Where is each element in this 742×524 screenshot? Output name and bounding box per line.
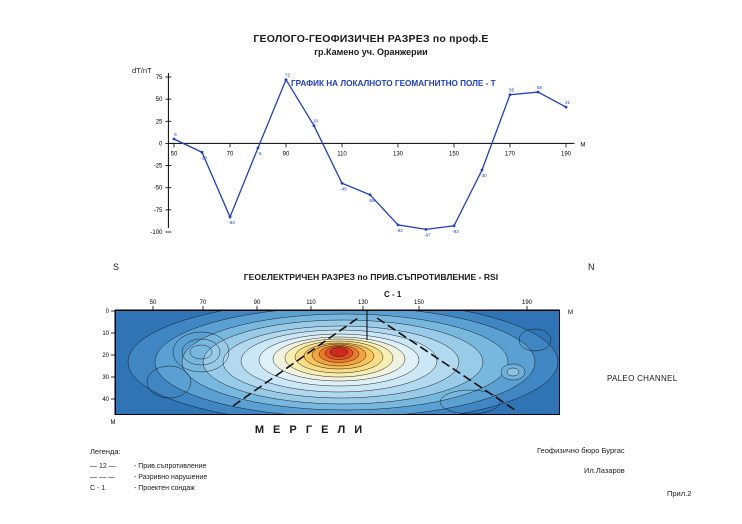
svg-text:90: 90 <box>253 300 261 306</box>
paleo-channel-label: PALEO CHANNEL <box>607 374 678 383</box>
svg-text:M: M <box>568 310 573 316</box>
y-tick-label: -25 <box>153 163 163 170</box>
office-credit: Геофизично бюро Бургас <box>537 446 625 455</box>
svg-text:M: M <box>580 142 586 149</box>
svg-text:130: 130 <box>392 151 404 158</box>
svg-text:110: 110 <box>306 300 316 306</box>
legend-item <box>90 461 207 472</box>
svg-text:-97: -97 <box>424 232 431 238</box>
svg-text:110: 110 <box>337 151 347 158</box>
y-tick-label: -75 <box>153 207 163 214</box>
svg-text:40: 40 <box>102 397 109 403</box>
legend <box>90 447 207 494</box>
orientation-south: S <box>113 262 120 272</box>
svg-text:30: 30 <box>102 375 109 381</box>
svg-text:-92: -92 <box>396 227 403 233</box>
y-tick-label: 25 <box>155 119 163 126</box>
svg-text:58: 58 <box>536 85 543 91</box>
svg-text:50: 50 <box>149 300 157 306</box>
svg-text:170: 170 <box>504 151 516 158</box>
svg-text:150: 150 <box>413 300 425 306</box>
y-axis-label-dt: dT/nT <box>132 66 152 75</box>
svg-text:55: 55 <box>508 87 515 93</box>
legend-title: Легенда: <box>90 447 121 456</box>
section-title: ГЕОЕЛЕКТРИЧЕН РАЗРЕЗ по ПРИВ.СЪПРОТИВЛЕНИЕ - RSI <box>243 272 499 282</box>
svg-text:-5: -5 <box>257 150 262 156</box>
svg-text:50: 50 <box>170 151 178 158</box>
section-frame <box>115 310 560 415</box>
orientation-north: N <box>588 262 595 272</box>
svg-text:20: 20 <box>102 353 109 359</box>
y-tick-label: -100 <box>150 230 163 236</box>
svg-text:130: 130 <box>357 300 369 306</box>
y-tick-label: 0 <box>159 141 163 148</box>
bed-label-mergeli: М Е Р Г Е Л И <box>254 424 366 436</box>
page-title: ГЕОЛОГО-ГЕОФИЗИЧЕН РАЗРЕЗ по проф.Е <box>253 33 489 45</box>
legend-key-fault: — — — <box>90 474 115 481</box>
borehole-label: C - 1 <box>384 290 402 299</box>
legend-item <box>90 472 207 483</box>
legend-text-fault: - Разривно нарушение <box>134 474 208 481</box>
svg-text:M: M <box>110 420 116 426</box>
svg-text:5: 5 <box>174 132 177 137</box>
y-tick-label: 50 <box>155 97 163 104</box>
legend-text-borehole: - Проектен сондаж <box>134 485 195 492</box>
legend-text-resistivity: - Прив.съпротивление <box>134 463 207 470</box>
svg-text:70: 70 <box>226 151 234 158</box>
svg-text:70: 70 <box>199 300 207 306</box>
svg-text:-58: -58 <box>368 197 375 203</box>
svg-text:-93: -93 <box>452 228 459 234</box>
page-subtitle: гр.Камено уч. Оранжерии <box>314 47 428 57</box>
appendix-label: Прил.2 <box>667 489 692 498</box>
y-tick-label: -50 <box>153 185 163 192</box>
author-credit: Ил.Лазаров <box>584 466 625 475</box>
svg-text:150: 150 <box>448 151 460 158</box>
legend-key-borehole: C - 1 <box>90 485 106 492</box>
svg-text:90: 90 <box>282 151 290 158</box>
y-tick-label: 75 <box>155 75 163 81</box>
magnetic-field-chart <box>130 65 610 250</box>
svg-text:-83: -83 <box>228 219 235 225</box>
svg-text:-45: -45 <box>340 186 347 192</box>
svg-text:-30: -30 <box>480 173 487 178</box>
magnetic-graph-title: ГРАФИК НА ЛОКАЛНОТО ГЕОМАГНИТНО ПОЛЕ - Т <box>291 79 496 88</box>
svg-text:41: 41 <box>564 100 571 106</box>
svg-text:0: 0 <box>105 309 109 315</box>
svg-text:-10: -10 <box>200 155 207 161</box>
svg-text:72: 72 <box>284 72 291 78</box>
svg-text:20: 20 <box>312 118 319 124</box>
svg-text:190: 190 <box>560 151 572 158</box>
svg-text:190: 190 <box>521 300 533 306</box>
svg-text:10: 10 <box>102 331 109 337</box>
legend-item <box>90 483 207 494</box>
legend-key-resistivity: — 12 — <box>90 463 116 470</box>
